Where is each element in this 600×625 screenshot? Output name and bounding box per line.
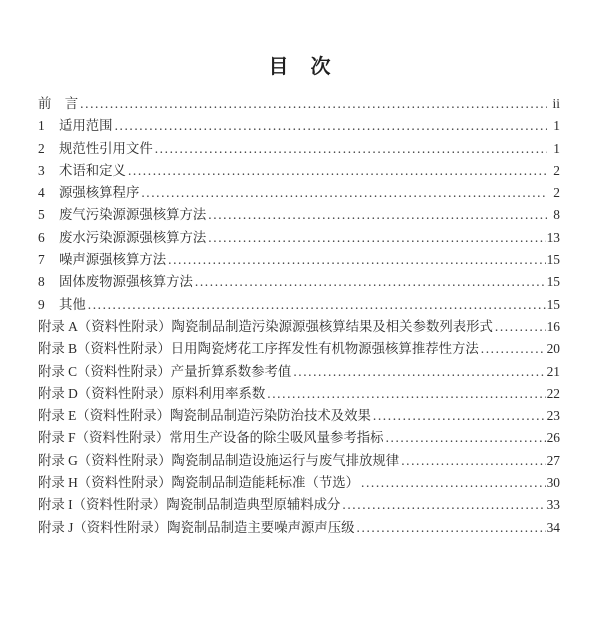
toc-entry	[38, 249, 560, 271]
toc-entry	[38, 405, 560, 427]
toc-entry-title: 附录 B（资料性附录）日用陶瓷烤花工序挥发性有机物源强核算推荐性方法	[38, 341, 479, 357]
toc-entry-title: 附录 J（资料性附录）陶瓷制品制造主要噪声源声压级	[38, 519, 355, 535]
toc-entry-page: 15	[546, 252, 560, 268]
toc-entry-page: 8	[553, 207, 560, 223]
toc-entry-title: 废气污染源源强核算方法	[59, 207, 207, 223]
dot-leader	[373, 405, 546, 427]
toc-entry-title: 附录 F（资料性附录）常用生产设备的除尘吸风量参考指标	[38, 430, 384, 446]
toc-entry-number: 4	[38, 185, 45, 201]
toc-entry-page: 26	[546, 430, 560, 446]
toc-entry-page: 2	[553, 185, 560, 201]
dot-leader	[80, 93, 547, 115]
toc-entry	[38, 204, 560, 226]
toc-entry-page: ii	[552, 96, 560, 111]
toc-entry	[38, 361, 560, 383]
toc-entry-page: 30	[546, 475, 560, 491]
toc-entry	[38, 138, 560, 160]
toc-entry-title: 源强核算程序	[59, 185, 140, 201]
dot-leader	[141, 182, 547, 204]
toc-entry-page: 20	[546, 341, 560, 357]
toc-entry-title: 术语和定义	[59, 162, 126, 178]
toc-entry-number: 5	[38, 207, 45, 223]
toc-entry-title: 规范性引用文件	[59, 140, 153, 156]
toc-entry	[38, 338, 560, 360]
toc-entry	[38, 450, 560, 472]
toc-entry-page: 1	[553, 118, 560, 134]
toc-entry	[38, 271, 560, 293]
toc-entry-page: 15	[546, 296, 560, 312]
toc-entry	[38, 472, 560, 494]
toc-entry-title: 附录 H（资料性附录）陶瓷制品制造能耗标准（节选）	[38, 475, 360, 491]
toc-entry-number: 8	[38, 274, 45, 290]
dot-leader	[342, 494, 545, 516]
dot-leader	[155, 138, 547, 160]
toc-entry-page: 13	[546, 229, 560, 245]
dot-leader	[88, 294, 546, 316]
dot-leader	[115, 115, 547, 137]
toc-title: 目 次	[268, 56, 332, 78]
toc-entry	[38, 494, 560, 516]
toc-entry-title: 附录 D（资料性附录）原料利用率系数	[38, 385, 266, 401]
toc-entry-title: 适用范围	[59, 118, 113, 134]
toc-entry-page: 15	[546, 274, 560, 290]
toc-entry-page: 22	[546, 385, 560, 401]
toc-entry-title: 废水污染源源强核算方法	[59, 229, 207, 245]
dot-leader	[495, 316, 546, 338]
toc-list	[38, 93, 560, 539]
toc-entry	[38, 182, 560, 204]
toc-entry	[38, 517, 560, 539]
dot-leader	[361, 472, 546, 494]
toc-entry-title: 附录 G（资料性附录）陶瓷制品制造设施运行与废气排放规律	[38, 452, 400, 468]
dot-leader	[357, 517, 546, 539]
dot-leader	[128, 160, 547, 182]
toc-entry-title: 噪声源强核算方法	[59, 252, 167, 268]
dot-leader	[208, 204, 547, 226]
toc-entry-page: 1	[553, 140, 560, 156]
toc-entry	[38, 93, 560, 115]
toc-entry	[38, 294, 560, 316]
toc-entry	[38, 115, 560, 137]
toc-entry-title: 附录 A（资料性附录）陶瓷制品制造污染源源强核算结果及相关参数列表形式	[38, 318, 493, 334]
toc-entry-title: 固体废物源强核算方法	[59, 274, 193, 290]
toc-entry-title: 附录 E（资料性附录）陶瓷制品制造污染防治技术及效果	[38, 408, 371, 424]
toc-entry-page: 16	[546, 318, 560, 334]
toc-entry	[38, 227, 560, 249]
dot-leader	[168, 249, 545, 271]
dot-leader	[386, 427, 546, 449]
toc-entry	[38, 383, 560, 405]
toc-entry-page: 33	[546, 497, 560, 513]
toc-entry-title: 附录 I（资料性附录）陶瓷制品制造典型原辅料成分	[38, 497, 341, 513]
toc-entry-page: 34	[546, 519, 560, 535]
toc-entry-number: 6	[38, 229, 45, 245]
toc-entry	[38, 316, 560, 338]
toc-entry-number: 2	[38, 140, 45, 156]
dot-leader	[481, 338, 546, 360]
toc-entry-page: 27	[546, 452, 560, 468]
toc-entry-number: 3	[38, 162, 45, 178]
toc-entry	[38, 160, 560, 182]
toc-entry-page: 21	[546, 363, 560, 379]
dot-leader	[195, 271, 546, 293]
toc-entry-number: 9	[38, 296, 45, 312]
dot-leader	[208, 227, 545, 249]
dot-leader	[267, 383, 545, 405]
toc-entry	[38, 427, 560, 449]
toc-entry-title: 其他	[59, 296, 86, 312]
toc-entry-number: 7	[38, 252, 45, 268]
dot-leader	[293, 361, 545, 383]
dot-leader	[401, 450, 545, 472]
toc-entry-page: 2	[553, 162, 560, 178]
toc-entry-title: 前 言	[38, 96, 79, 111]
toc-entry-title: 附录 C（资料性附录）产量折算系数参考值	[38, 363, 292, 379]
toc-entry-page: 23	[546, 408, 560, 424]
toc-entry-number: 1	[38, 118, 45, 134]
